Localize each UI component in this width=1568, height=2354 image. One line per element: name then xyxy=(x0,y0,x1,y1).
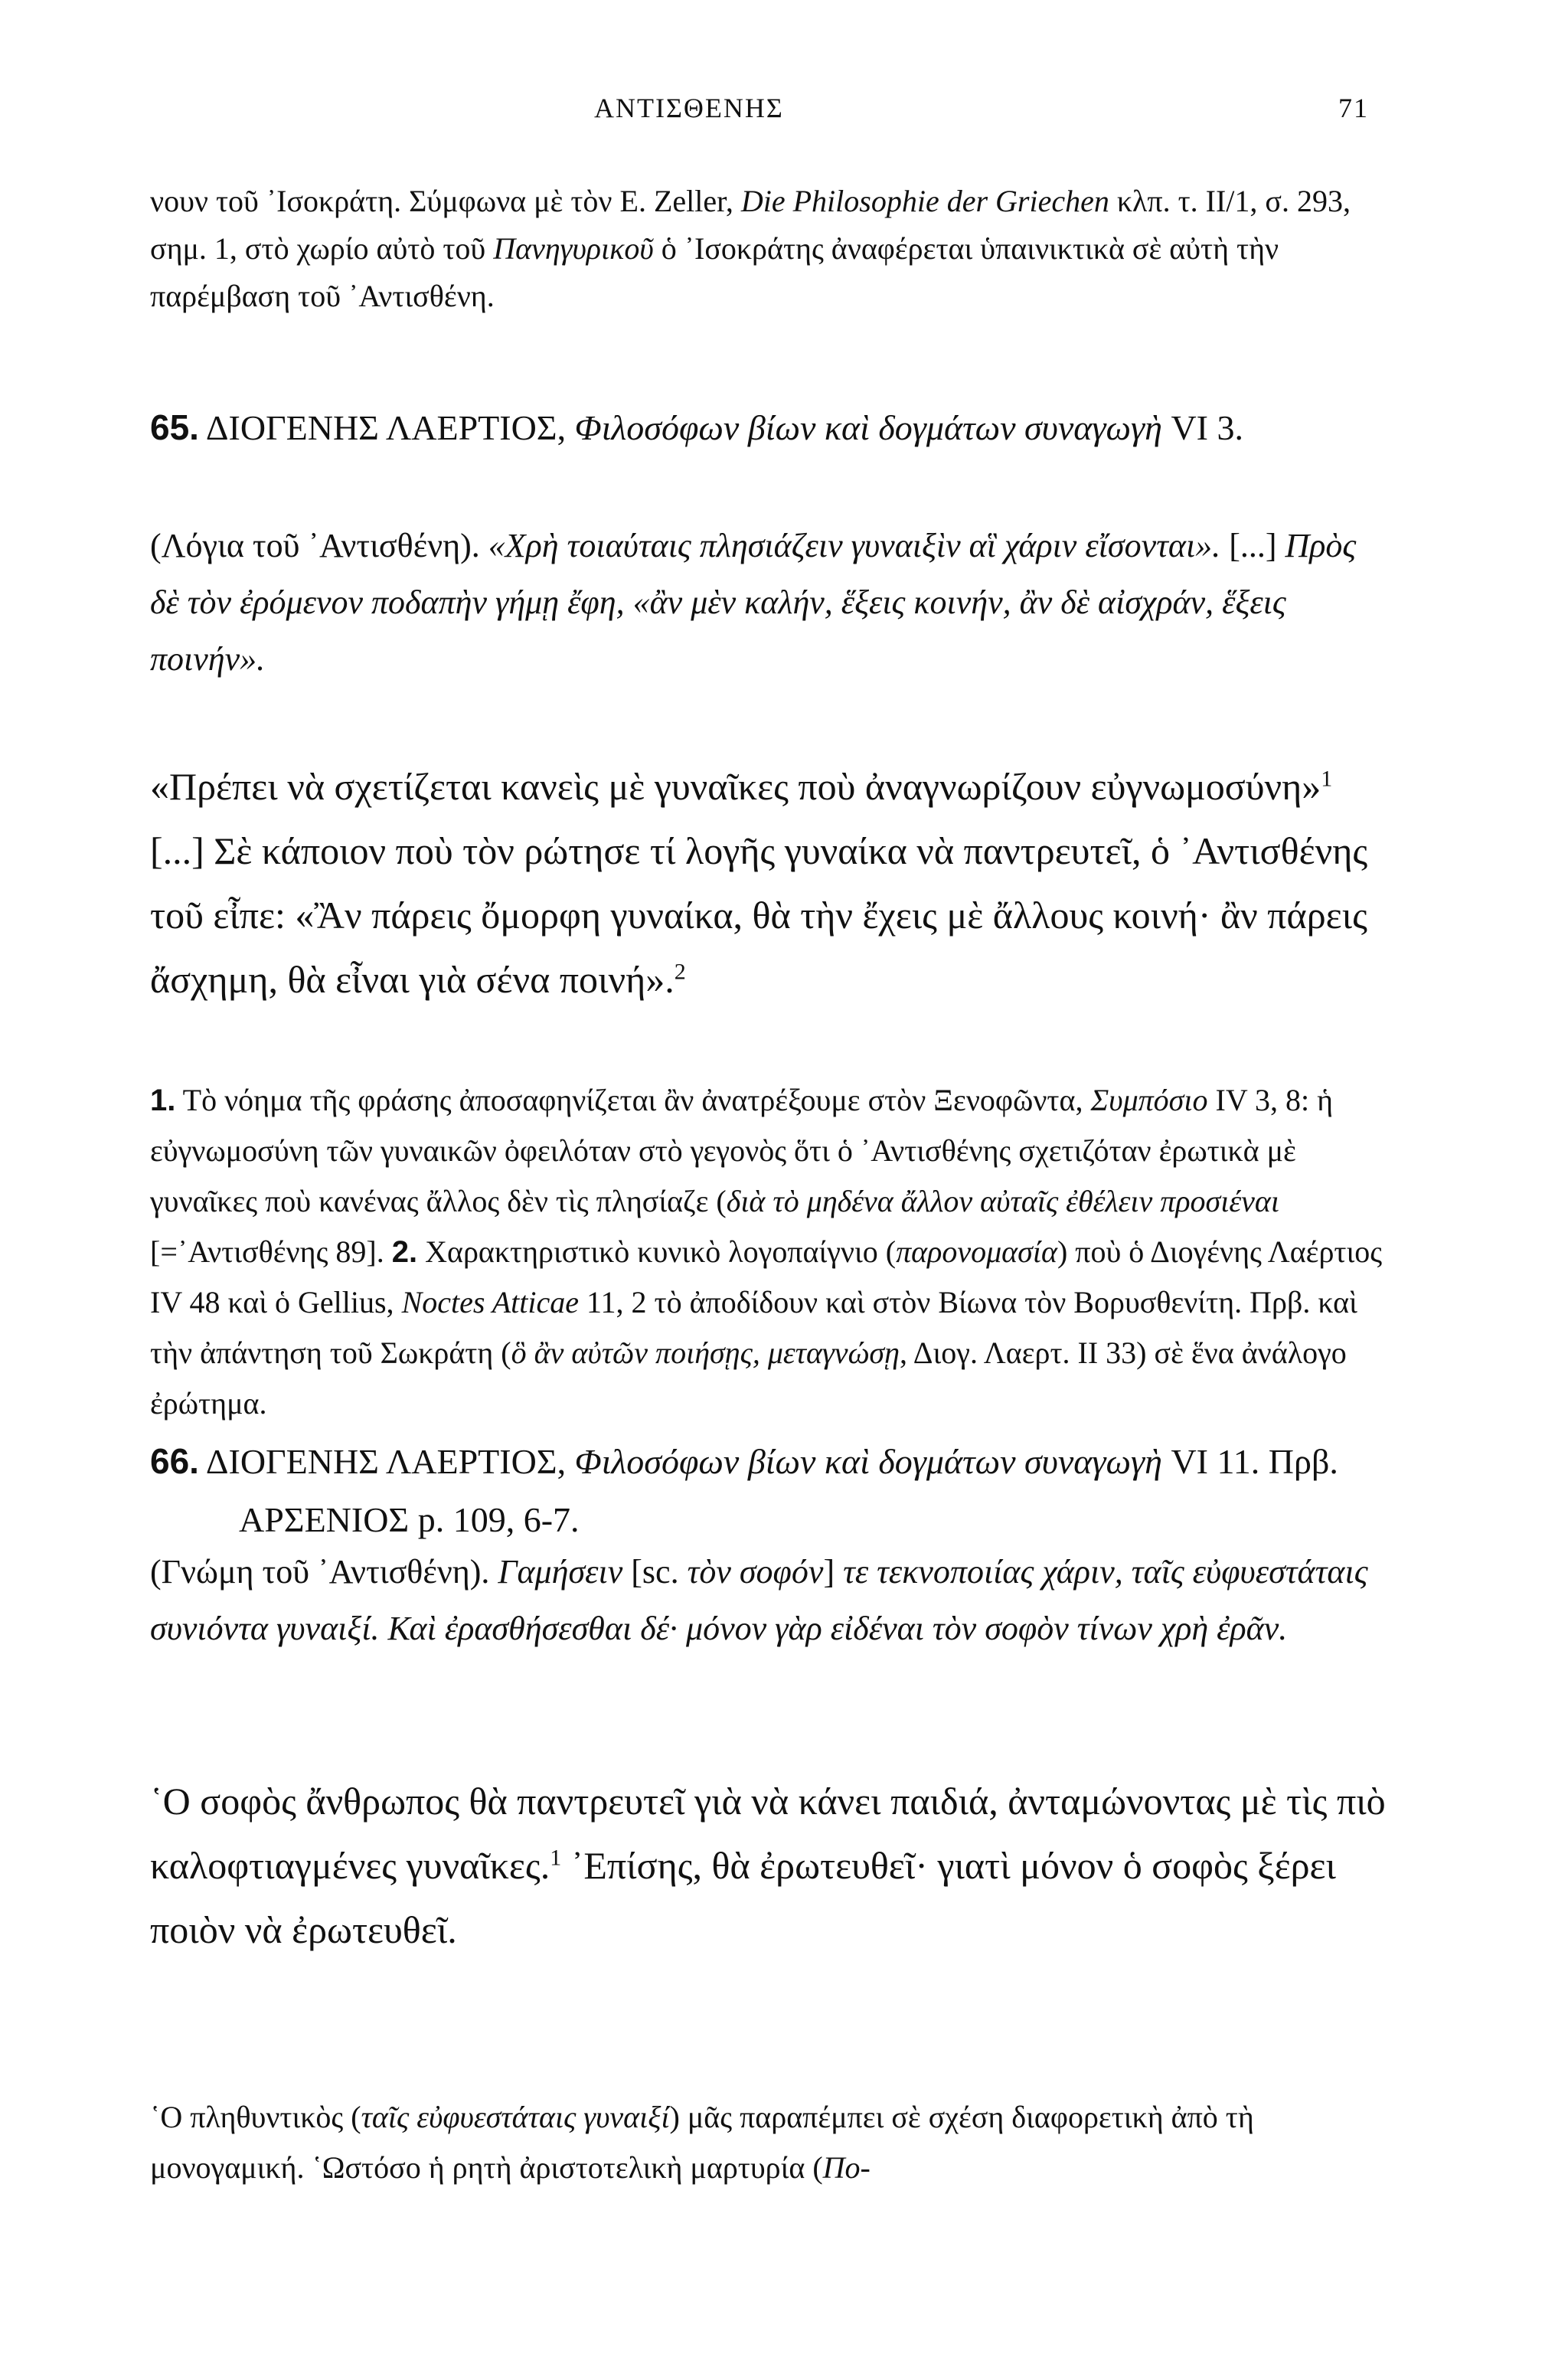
entry-65-footnotes: 1. Τὸ νόημα τῆς φράσης ἀποσαφηνίζεται ἂν ἀνατρέξουμε στὸν Ξενοφῶντα, Συμπόσιο IV 3, 8: ἡ εὐγνωμοσύνη τῶν γυναικῶν ὀφειλόταν στὸ γεγονὸς ὅτι ὁ ᾿Αντισθένης σχετιζόταν ἐρωτικὰ μὲ γυναῖκες ποὺ κανένας ἄλλος δὲν τὶς πλησίαζε (διὰ τὸ μηδένα ἄλλον αὐταῖς ἐθέλειν προσιέναι [=᾿Αντισθένης 89]. 2. Χαρακτηριστικὸ κυνικὸ λογοπαίγνιο (παρονομασία) ποὺ ὁ Διογένης Λαέρτιος IV 48 καὶ ὁ Gellius, Noctes Atticae 11, 2 τὸ ἀποδίδουν καὶ στὸν Βίωνα τὸν Βορυσθενίτη. Πρβ. καὶ τὴν ἀπάντηση τοῦ Σωκράτη (ὃ ἂν αὐτῶν ποιήσῃς, μεταγνώσῃ, Διογ. Λαερτ. II 33) σὲ ἕνα ἀνάλογο ἐρώτημα. xyxy=(150,1083,1383,1421)
entry-author: ΔΙΟΓΕΝΗΣ ΛΑΕΡΤΙΟΣ, xyxy=(198,408,575,447)
footnote-ref: 1 xyxy=(1321,766,1333,792)
entry-author: ΔΙΟΓΕΝΗΣ ΛΑΕΡΤΙΟΣ, xyxy=(198,1442,575,1481)
previous-footnote-continuation: νουν τοῦ ᾿Ισοκράτη. Σύμφωνα μὲ τὸν E. Zeller, Die Philosophie der Griechen κλπ. τ. II/1, σ. 293, σημ. 1, στὸ χωρίο αὐτὸ τοῦ Πανηγυρικοῦ ὁ ᾿Ισοκράτης ἀναφέρεται ὑπαινικτικὰ σὲ αὐτὴ τὴν παρέμβαση τοῦ ᾿Αντισθένη. xyxy=(150,184,1351,313)
entry-reference: VI 3. xyxy=(1161,408,1243,447)
running-title: ΑΝΤΙΣΘΕΝΗΣ xyxy=(594,93,784,123)
work-title: Die Philosophie der Griechen xyxy=(740,184,1109,218)
entry-65-greek-source: (Λόγια τοῦ ᾿Αντισθένη). «Χρὴ τοιαύταις πλησιάζειν γυναιξὶν αἳ χάριν εἴσονται». [...] Πρὸς δὲ τὸν ἐρόμενον ποδαπὴν γήμῃ ἔφη, «ἂν μὲν καλήν, ἕξεις κοινήν, ἂν δὲ αἰσχράν, ἕξεις ποινήν». xyxy=(150,527,1357,678)
entry-work: Φιλοσόφων βίων καὶ δογμάτων συναγωγὴ xyxy=(574,408,1162,447)
entry-65-translation: «Πρέπει νὰ σχετίζεται κανεὶς μὲ γυναῖκες ποὺ ἀναγνωρίζουν εὐγνωμοσύνη»$^1$ [...] Σὲ κάποιον ποὺ τὸν ρώτησε τί λογῆς γυναίκα νὰ παντρευτεῖ, ὁ ᾿Αντισθένης τοῦ εἶπε: «Ἂν πάρεις ὄμορφη γυναίκα, θὰ τὴν ἔχεις μὲ ἄλλους κοινή· ἂν πάρεις ἄσχημη, θὰ εἶναι γιὰ σένα ποινή».$^2$ xyxy=(150,765,1368,1001)
entry-reference: VI 11. Πρβ. ΑΡΣΕΝΙΟΣ p. 109, 6-7. xyxy=(239,1442,1338,1539)
entry-66-translation: ῾Ο σοφὸς ἄνθρωπος θὰ παντρευτεῖ γιὰ νὰ κάνει παιδιά, ἀνταμώνοντας μὲ τὶς πιὸ καλοφτιαγμένες γυναῖκες.$^1$ ᾿Επίσης, θὰ ἐρωτευθεῖ· γιατὶ μόνον ὁ σοφὸς ξέρει ποιὸν νὰ ἐρωτευθεῖ. xyxy=(150,1780,1386,1951)
entry-66-greek-source: (Γνώμη τοῦ ᾿Αντισθένη). Γαμήσειν [sc. τὸν σοφόν] τε τεκνοποιίας χάριν, ταῖς εὐφυεστάταις συνιόντα γυναιξί. Καὶ ἐρασθήσεσθαι δέ· μόνον γὰρ εἰδέναι τὸν σοφὸν τίνων χρὴ ἐρᾶν. xyxy=(150,1553,1368,1647)
entry-number: 66. xyxy=(150,1441,199,1481)
footnote-ref: 1 xyxy=(550,1845,562,1871)
footnote-ref: 2 xyxy=(674,959,686,985)
book-page xyxy=(150,0,1390,2354)
entry-work: Φιλοσόφων βίων καὶ δογμάτων συναγωγὴ xyxy=(574,1442,1162,1481)
work-title: Πανηγυρικοῦ xyxy=(493,231,654,266)
entry-65-heading xyxy=(150,398,1479,457)
page-number: 71 xyxy=(1338,93,1369,123)
footnote-number: 1. xyxy=(150,1084,176,1117)
footnote-number: 2. xyxy=(391,1235,418,1269)
entry-66-footnote: ῾Ο πληθυντικὸς (ταῖς εὐφυεστάταις γυναιξί) μᾶς παραπέμπει σὲ σχέση διαφορετικὴ ἀπὸ τὴ μονογαμική. ῾Ωστόσο ἡ ρητὴ ἀριστοτελικὴ μαρτυρία (Πο- xyxy=(150,2100,1254,2185)
entry-66-heading xyxy=(150,1432,1479,1549)
entry-number: 65. xyxy=(150,407,199,447)
